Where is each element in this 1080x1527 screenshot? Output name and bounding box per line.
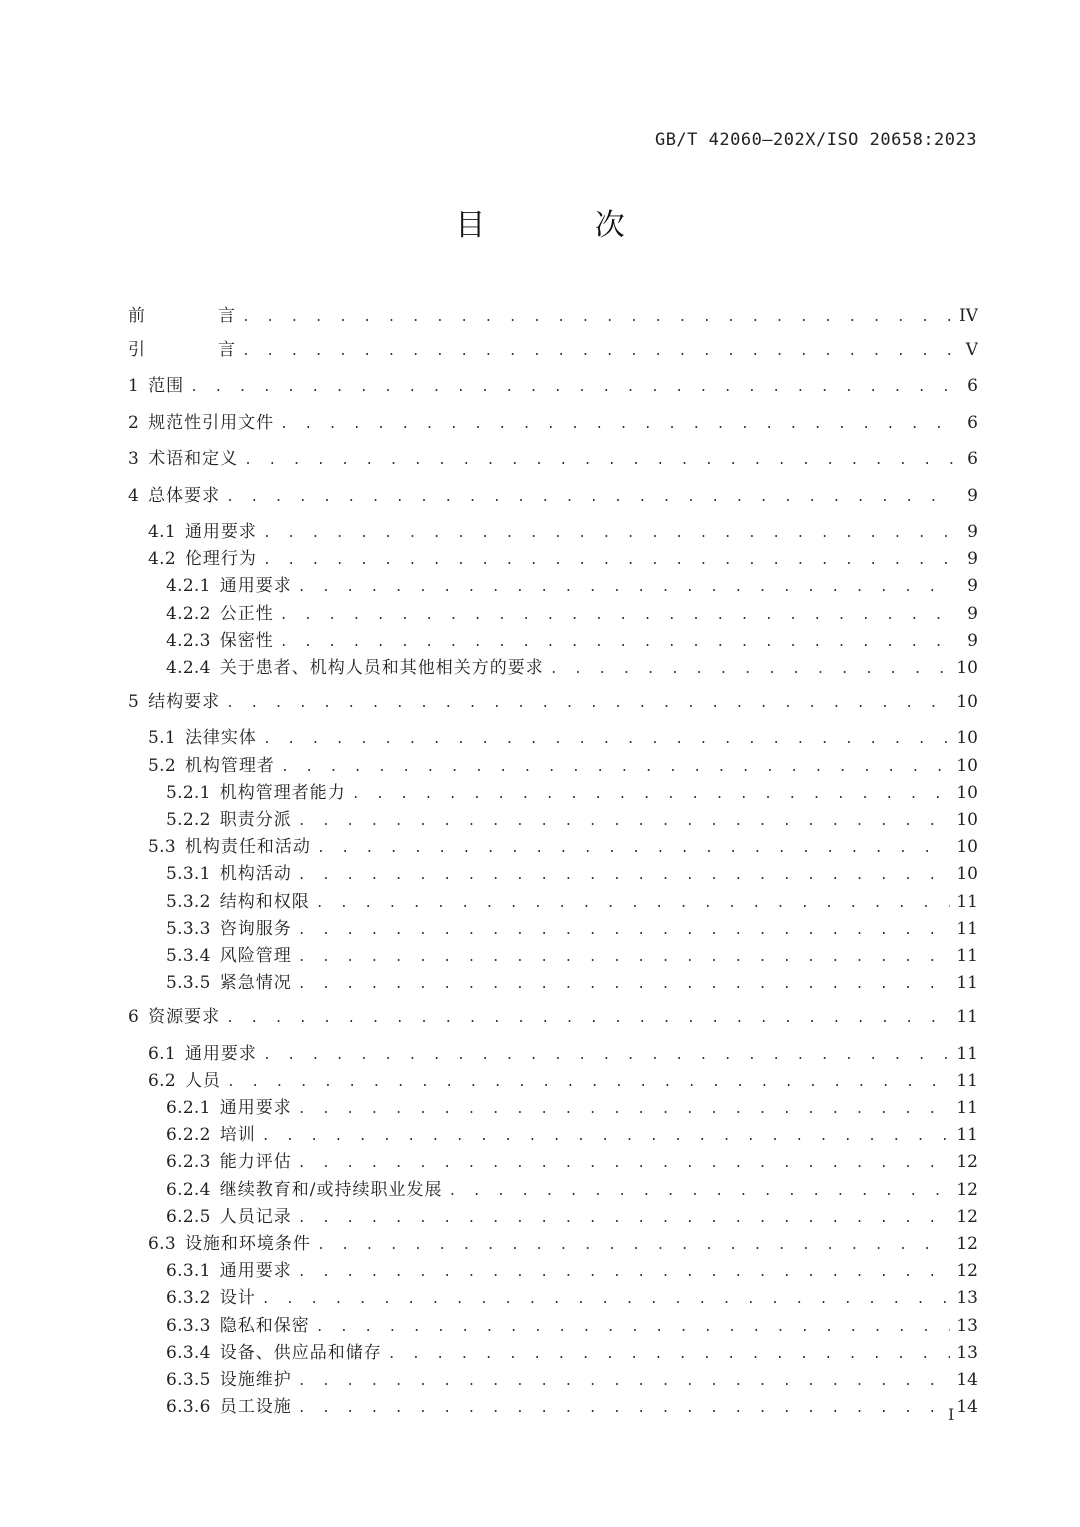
toc-entry-page: 12 bbox=[956, 1261, 978, 1282]
toc-entry-title: 通用要求 bbox=[219, 576, 292, 597]
toc-entry[interactable] bbox=[128, 859, 978, 886]
toc-entry-title: 人员 bbox=[184, 1070, 221, 1091]
toc-entry[interactable] bbox=[128, 887, 978, 914]
toc-entry-page: 6 bbox=[967, 449, 978, 470]
toc-entry-title: 职责分派 bbox=[219, 810, 292, 831]
toc-entry-page: 10 bbox=[956, 864, 978, 885]
toc-dot-leader bbox=[263, 526, 954, 541]
toc-dot-leader bbox=[190, 380, 954, 395]
toc-entry[interactable] bbox=[128, 544, 978, 571]
toc-entry-page: 12 bbox=[956, 1234, 978, 1255]
toc-entry-number: 6.2.3 bbox=[166, 1152, 211, 1173]
toc-entry-title: 咨询服务 bbox=[219, 918, 292, 939]
toc-entry-number: 4.2.2 bbox=[166, 603, 211, 624]
toc-entry-title: 法律实体 bbox=[184, 728, 257, 749]
toc-dot-leader bbox=[226, 696, 950, 711]
toc-entry-number: 5.2 bbox=[148, 755, 176, 776]
toc-entry-number: 6.3.5 bbox=[166, 1369, 211, 1390]
toc-entry-page: 10 bbox=[956, 692, 978, 713]
toc-entry[interactable] bbox=[128, 517, 978, 544]
toc-dot-leader bbox=[316, 896, 951, 911]
toc-entry-page: 6 bbox=[967, 376, 978, 397]
toc-entry-number: 6.3.4 bbox=[166, 1342, 211, 1363]
toc-entry-title: 通用要求 bbox=[184, 521, 257, 542]
toc-entry-page: 9 bbox=[967, 630, 978, 651]
toc-entry[interactable] bbox=[128, 408, 978, 444]
toc-entry-page: 11 bbox=[956, 945, 978, 966]
toc-entry-title: 机构责任和活动 bbox=[184, 837, 311, 858]
toc-entry-title: 保密性 bbox=[219, 630, 274, 651]
toc-entry-title: 规范性引用文件 bbox=[148, 412, 275, 433]
toc-entry[interactable] bbox=[128, 1039, 978, 1066]
toc-entry-title: 资源要求 bbox=[148, 1007, 221, 1028]
toc-entry[interactable] bbox=[128, 1338, 978, 1365]
toc-dot-leader bbox=[352, 787, 951, 802]
toc-dot-leader bbox=[317, 1238, 950, 1253]
toc-entry-number: 5.3.3 bbox=[166, 918, 211, 939]
toc-dot-leader bbox=[298, 1265, 951, 1280]
toc-entry[interactable] bbox=[128, 1066, 978, 1093]
toc-entry-title: 设计 bbox=[219, 1288, 256, 1309]
toc-entry-number: 5.3.1 bbox=[166, 864, 211, 885]
toc-entry-page: 10 bbox=[956, 728, 978, 749]
toc-entry-number: 6.3 bbox=[148, 1234, 176, 1255]
toc-entry-number: 6.2.5 bbox=[166, 1206, 211, 1227]
toc-entry[interactable] bbox=[128, 1202, 978, 1229]
toc-entry[interactable] bbox=[128, 301, 978, 335]
toc-entry-title: 设备、供应品和储存 bbox=[219, 1342, 382, 1363]
toc-entry-number: 6.3.3 bbox=[166, 1315, 211, 1336]
toc-entry-page: 12 bbox=[956, 1179, 978, 1200]
toc-entry[interactable] bbox=[128, 571, 978, 598]
toc-dot-leader bbox=[298, 1401, 951, 1416]
toc-entry[interactable] bbox=[128, 778, 978, 805]
toc-entry-title: 风险管理 bbox=[219, 945, 292, 966]
toc-entry-page: 9 bbox=[967, 576, 978, 597]
toc-entry-page: 10 bbox=[956, 782, 978, 803]
page-number: I bbox=[948, 1405, 955, 1424]
toc-entry-page: 11 bbox=[956, 973, 978, 994]
toc-entry[interactable] bbox=[128, 968, 978, 995]
toc-entry-title: 机构管理者能力 bbox=[219, 782, 346, 803]
toc-entry-title: 能力评估 bbox=[219, 1152, 292, 1173]
toc-entry-page: 11 bbox=[956, 1098, 978, 1119]
toc-entry-number: 6.2.4 bbox=[166, 1179, 211, 1200]
toc-dot-leader bbox=[263, 553, 954, 568]
toc-entry-title: 紧急情况 bbox=[219, 973, 292, 994]
toc-entry-number: 4.1 bbox=[148, 521, 176, 542]
toc-entry-title: 前 言 bbox=[128, 306, 236, 326]
toc-entry[interactable] bbox=[128, 371, 978, 407]
toc-entry-page: 10 bbox=[956, 657, 978, 678]
toc-entry-title: 通用要求 bbox=[219, 1098, 292, 1119]
toc-dot-leader bbox=[298, 977, 951, 992]
toc-dot-leader bbox=[244, 453, 954, 468]
toc-entry-number: 6.2 bbox=[148, 1070, 176, 1091]
toc-entry-title: 通用要求 bbox=[219, 1261, 292, 1282]
toc-entry-page: IV bbox=[959, 306, 978, 326]
toc-entry-title: 机构管理者 bbox=[184, 755, 275, 776]
toc-entry-number: 5.3.5 bbox=[166, 973, 211, 994]
toc-dot-leader bbox=[263, 732, 950, 747]
toc-dot-leader bbox=[262, 1129, 951, 1144]
toc-entry[interactable] bbox=[128, 1175, 978, 1202]
toc-entry[interactable] bbox=[128, 687, 978, 723]
toc-entry-number: 6.3.1 bbox=[166, 1261, 211, 1282]
page-title: 目 次 bbox=[455, 208, 675, 243]
toc-entry[interactable] bbox=[128, 1392, 978, 1419]
toc-entry[interactable] bbox=[128, 1147, 978, 1174]
toc-dot-leader bbox=[280, 417, 954, 432]
toc-dot-leader bbox=[262, 1292, 951, 1307]
toc-entry-page: 11 bbox=[956, 891, 978, 912]
toc-entry-number: 4.2.4 bbox=[166, 657, 211, 678]
toc-entry-title: 术语和定义 bbox=[148, 449, 239, 470]
toc-entry[interactable] bbox=[128, 335, 978, 371]
toc-entry-title: 关于患者、机构人员和其他相关方的要求 bbox=[219, 657, 544, 678]
toc-entry-number: 6.2.1 bbox=[166, 1098, 211, 1119]
toc-entry[interactable] bbox=[128, 914, 978, 941]
toc-entry-title: 人员记录 bbox=[219, 1206, 292, 1227]
toc-entry-page: 6 bbox=[967, 412, 978, 433]
toc-dot-leader bbox=[298, 868, 951, 883]
toc-entry-page: 11 bbox=[956, 918, 978, 939]
toc-entry-number: 4.2 bbox=[148, 549, 176, 570]
toc-entry[interactable] bbox=[128, 1256, 978, 1283]
toc-entry-number: 1 bbox=[128, 376, 140, 397]
toc-entry-page: 13 bbox=[956, 1288, 978, 1309]
toc-entry[interactable] bbox=[128, 653, 978, 680]
toc-dot-leader bbox=[298, 1374, 951, 1389]
standard-code: GB/T 42060—202X/ISO 20658:2023 bbox=[654, 130, 977, 150]
toc-entry-page: 11 bbox=[956, 1007, 978, 1028]
toc-entry-title: 结构要求 bbox=[148, 692, 221, 713]
toc-entry-page: 9 bbox=[967, 603, 978, 624]
toc-entry-number: 5.3.4 bbox=[166, 945, 211, 966]
toc-entry-page: 11 bbox=[956, 1070, 978, 1091]
toc-dot-leader bbox=[298, 580, 954, 595]
toc-entry[interactable] bbox=[128, 751, 978, 778]
toc-dot-leader bbox=[226, 1011, 950, 1026]
toc-dot-leader bbox=[280, 608, 954, 623]
toc-entry[interactable] bbox=[128, 481, 978, 517]
toc-entry-page: 13 bbox=[956, 1315, 978, 1336]
toc-entry-title: 机构活动 bbox=[219, 864, 292, 885]
toc-dot-leader bbox=[316, 1320, 951, 1335]
toc-entry[interactable] bbox=[128, 832, 978, 859]
toc-entry-page: 14 bbox=[956, 1397, 978, 1418]
toc-entry-title: 通用要求 bbox=[184, 1043, 257, 1064]
toc-dot-leader bbox=[281, 760, 950, 775]
toc-entry-title: 员工设施 bbox=[219, 1397, 292, 1418]
toc-dot-leader bbox=[298, 1102, 951, 1117]
toc-entry-page: 10 bbox=[956, 810, 978, 831]
toc-entry[interactable] bbox=[128, 444, 978, 480]
toc-entry-number: 6.1 bbox=[148, 1043, 176, 1064]
toc-entry[interactable] bbox=[128, 1120, 978, 1147]
toc-entry-number: 5.1 bbox=[148, 728, 176, 749]
toc-entry-page: 13 bbox=[956, 1342, 978, 1363]
toc-entry-page: 11 bbox=[956, 1125, 978, 1146]
toc-entry-title: 结构和权限 bbox=[219, 891, 310, 912]
toc-entry-title: 公正性 bbox=[219, 603, 274, 624]
toc-entry-page: 12 bbox=[956, 1152, 978, 1173]
toc-entry-number: 5.3 bbox=[148, 837, 176, 858]
toc-entry-number: 6.3.2 bbox=[166, 1288, 211, 1309]
toc-dot-leader bbox=[298, 950, 951, 965]
table-of-contents bbox=[128, 301, 978, 1419]
toc-entry-number: 2 bbox=[128, 412, 140, 433]
toc-dot-leader bbox=[226, 490, 954, 505]
toc-entry[interactable] bbox=[128, 1093, 978, 1120]
toc-dot-leader bbox=[550, 662, 951, 677]
toc-entry-title: 继续教育和/或持续职业发展 bbox=[219, 1179, 443, 1200]
toc-dot-leader bbox=[298, 1211, 951, 1226]
toc-entry[interactable] bbox=[128, 1311, 978, 1338]
toc-entry-number: 3 bbox=[128, 449, 140, 470]
toc-dot-leader bbox=[280, 635, 954, 650]
toc-dot-leader bbox=[227, 1075, 950, 1090]
toc-entry-number: 6.3.6 bbox=[166, 1397, 211, 1418]
toc-entry-page: 9 bbox=[967, 485, 978, 506]
toc-entry-number: 5.2.1 bbox=[166, 782, 211, 803]
toc-entry[interactable] bbox=[128, 1283, 978, 1310]
toc-dot-leader bbox=[298, 923, 951, 938]
toc-dot-leader bbox=[263, 1048, 950, 1063]
toc-entry-title: 总体要求 bbox=[148, 485, 221, 506]
toc-entry[interactable] bbox=[128, 599, 978, 626]
toc-entry-page: 11 bbox=[956, 1043, 978, 1064]
toc-entry-page: 9 bbox=[967, 521, 978, 542]
toc-entry-page: 14 bbox=[956, 1369, 978, 1390]
toc-entry-number: 6.2.2 bbox=[166, 1125, 211, 1146]
toc-entry-number: 4.2.3 bbox=[166, 630, 211, 651]
toc-entry-number: 4.2.1 bbox=[166, 576, 211, 597]
toc-dot-leader bbox=[317, 841, 950, 856]
toc-dot-leader bbox=[298, 814, 951, 829]
toc-dot-leader bbox=[242, 310, 953, 325]
toc-entry-page: 10 bbox=[956, 837, 978, 858]
toc-entry-page: V bbox=[965, 340, 978, 360]
toc-entry-number: 5 bbox=[128, 692, 140, 713]
toc-entry-page: 9 bbox=[967, 549, 978, 570]
toc-entry-number: 4 bbox=[128, 485, 140, 506]
toc-entry[interactable] bbox=[128, 1229, 978, 1256]
toc-entry-title: 隐私和保密 bbox=[219, 1315, 310, 1336]
toc-dot-leader bbox=[242, 344, 954, 359]
toc-entry[interactable] bbox=[128, 1002, 978, 1038]
toc-entry-title: 伦理行为 bbox=[184, 549, 257, 570]
toc-entry-page: 12 bbox=[956, 1206, 978, 1227]
toc-entry-number: 6 bbox=[128, 1007, 140, 1028]
toc-entry-number: 5.2.2 bbox=[166, 810, 211, 831]
toc-entry[interactable] bbox=[128, 723, 978, 750]
toc-entry-title: 设施维护 bbox=[219, 1369, 292, 1390]
toc-entry-title: 引 言 bbox=[128, 340, 236, 360]
toc-entry-number: 5.3.2 bbox=[166, 891, 211, 912]
toc-dot-leader bbox=[388, 1347, 951, 1362]
toc-dot-leader bbox=[298, 1156, 951, 1171]
toc-entry-title: 培训 bbox=[219, 1125, 256, 1146]
toc-entry[interactable] bbox=[128, 1365, 978, 1392]
toc-entry-title: 范围 bbox=[148, 376, 185, 397]
toc-entry-title: 设施和环境条件 bbox=[184, 1234, 311, 1255]
toc-entry[interactable] bbox=[128, 805, 978, 832]
toc-entry[interactable] bbox=[128, 941, 978, 968]
toc-dot-leader bbox=[449, 1184, 951, 1199]
toc-entry-page: 10 bbox=[956, 755, 978, 776]
toc-entry[interactable] bbox=[128, 626, 978, 653]
